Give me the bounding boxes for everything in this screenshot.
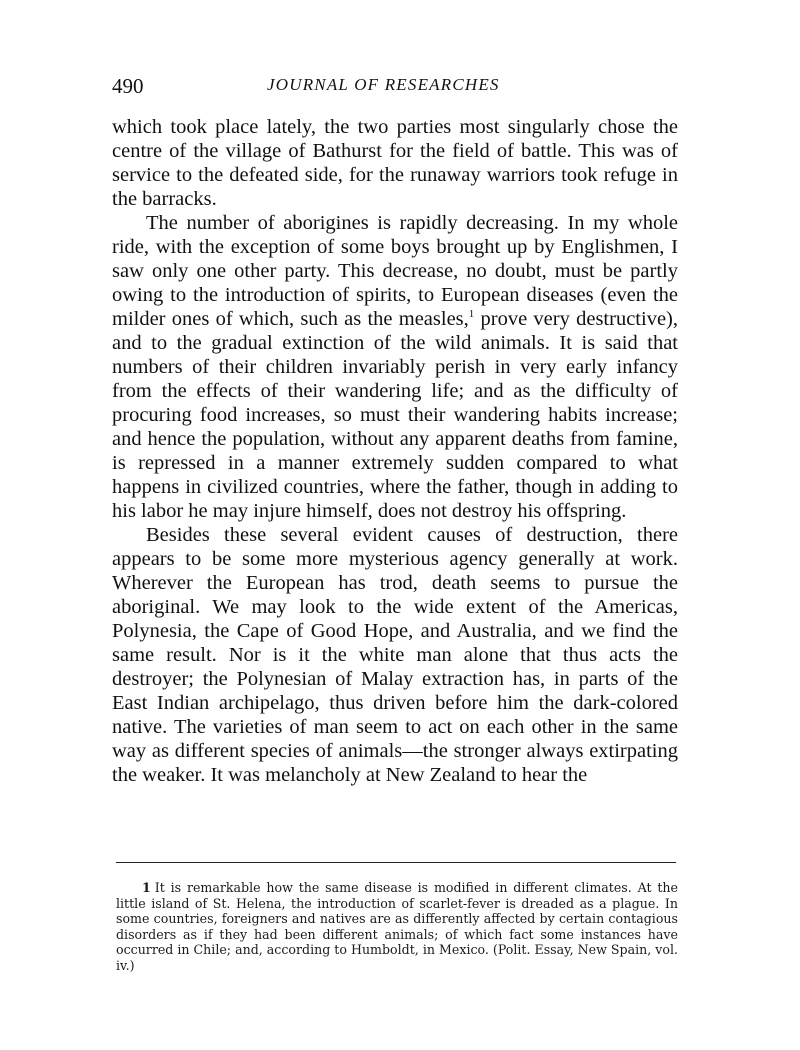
footnote-divider [116, 862, 676, 863]
page-number: 490 [112, 74, 144, 98]
paragraph-continuation: which took place lately, the two parties most singularly chose the centre of the village of Bathurst for the field of battle. This was of service to the defeated side, for the runaway warriors took refuge in the barracks. [112, 116, 678, 210]
paragraph-text-before-ref: The number of aborigines is rapidly decreasing. In my whole ride, with the exception of some boys brought up by Englishmen, I saw only one other party. This decrease, no doubt, must be partly owing to the introduction of spirits, to European diseases (even the milder ones of which, such as the measles, [112, 212, 678, 330]
footnote [116, 880, 678, 973]
page-header [112, 74, 682, 104]
footnote-reference: 1 [468, 308, 475, 321]
footnote-text: It is remarkable how the same disease is modified in different climates. At the little island of St. Helena, the introduction of scarlet-fever is dreaded as a plague. In some countries, foreigners and natives are as differently affected by certain contagious disorders as if they had been different animals; of which fact some instances have occurred in Chile; and, according to Humboldt, in Mexico. (Polit. Essay, New Spain, vol. iv.) [116, 880, 678, 973]
main-text [112, 115, 678, 787]
paragraph-aborigines-decreasing [112, 211, 678, 523]
running-title: JOURNAL OF RESEARCHES [267, 75, 500, 94]
paragraph-text-after-ref: prove very destructive), and to the gradual extinction of the wild animals. It is said that numbers of their children invariably perish in very early infancy from the effects of their wandering life; and as the difficulty of procuring food increases, so must their wandering habits increase; and hence the population, without any apparent deaths from famine, is repressed in a manner extremely sudden compared to what happens in civilized countries, where the father, though in adding to his labor he may injure himself, does not destroy his offspring. [112, 308, 678, 522]
paragraph-mysterious-agency: Besides these several evident causes of destruction, there appears to be some more mysterious agency generally at work. Wherever the European has trod, death seems to pursue the aboriginal. We may look to the wide extent of the Americas, Polynesia, the Cape of Good Hope, and Australia, and we find the same result. Nor is it the white man alone that thus acts the destroyer; the Polynesian of Malay extraction has, in parts of the East Indian archipelago, thus driven before him the dark-colored native. The varieties of man seem to act on each other in the same way as different species of animals—the stronger always extirpating the weaker. It was melancholy at New Zealand to hear the [112, 524, 678, 786]
footnote-marker: 1 [142, 880, 151, 895]
